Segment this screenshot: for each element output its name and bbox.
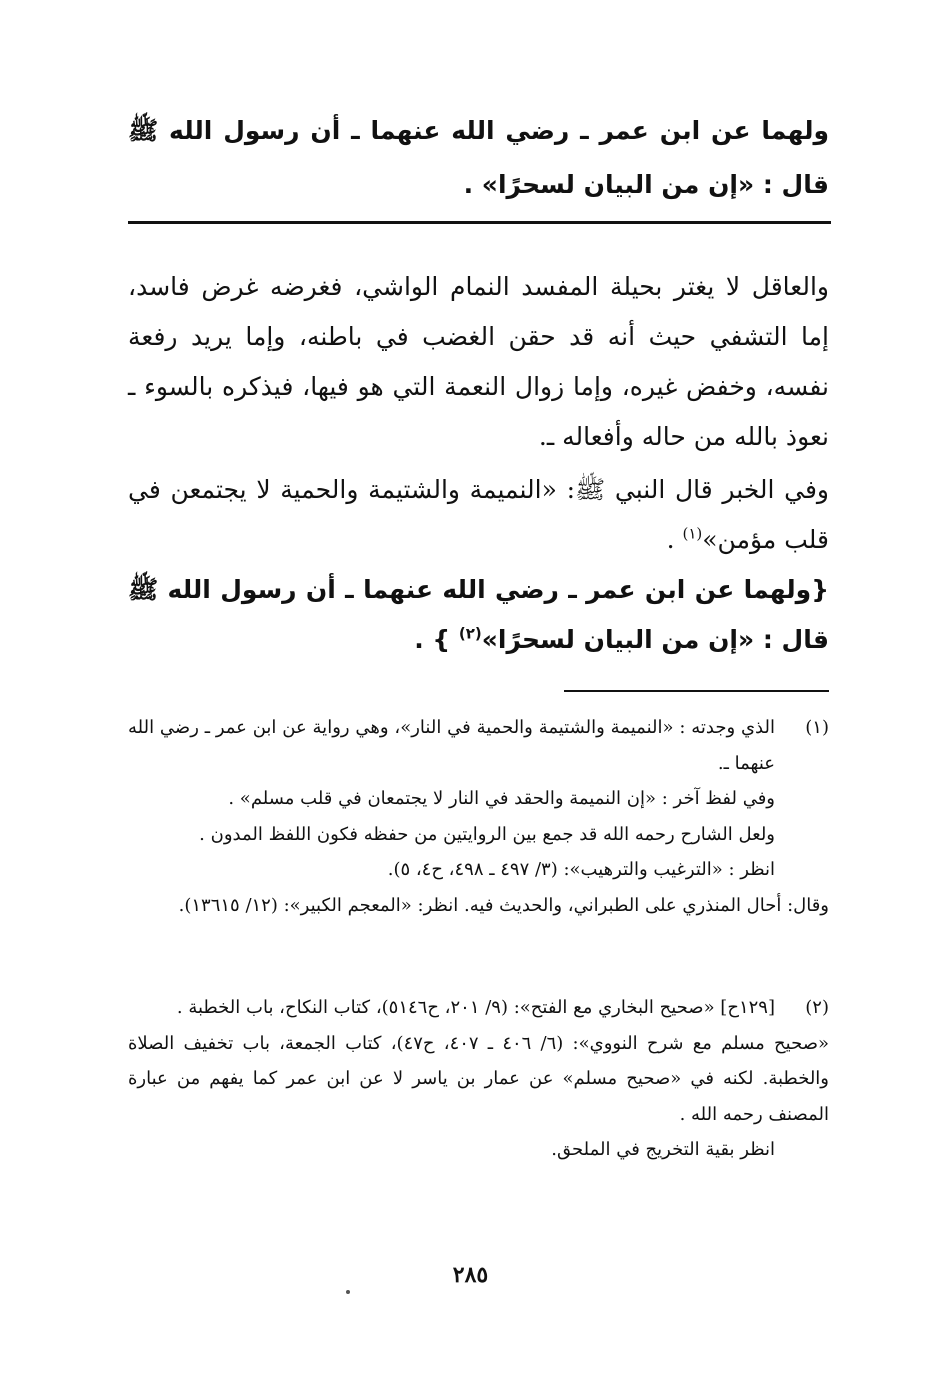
footnote-1-line: ولعل الشارح رحمه الله قد جمع بين الروايتين من حفظه فكون اللفظ المدون . [199,823,775,845]
paragraph-3-end: } . [414,625,459,654]
footnote-1-line: وقال: أحال المنذري على الطبراني، والحديث فيه. انظر: «المعجم الكبير»: (١٢/ ١٣٦١٥). [178,894,829,916]
footnote-1-number: (١) [805,717,829,738]
scan-speck [346,1290,350,1294]
footnote-2-row [128,1132,829,1168]
paragraph-2-text: وفي الخبر قال النبي ﷺ: «النميمة والشتيمة والحمية لا يجتمعن في قلب مؤمن» [128,475,829,554]
footnote-1-line: وفي لفظ آخر : «إن النميمة والحقد في النار لا يجتمعان في قلب مسلم» . [228,788,775,809]
paragraph-3-text: {ولهما عن ابن عمر ـ رضي الله عنهما ـ أن رسول الله ﷺ قال : «إن من البيان لسحرًا» [128,575,829,654]
footnote-2-line: انظر بقية التخريج في الملحق. [551,1139,775,1160]
footnote-1-row [128,710,829,888]
footnote-divider [564,690,829,692]
paragraph-2 [128,465,829,565]
footnote-2-number: (٢) [805,997,829,1018]
footnote-2 [128,990,829,1168]
footnote-2-line: «صحيح مسلم مع شرح النووي»: (٦/ ٤٠٦ ـ ٤٠٧، ح٤٧)، كتاب الجمعة، باب تخفيف الصلاة والخطبة. لكنه في «صحيح مسلم» عن عمار بن ياسر لا عن ابن عمر كما يفهم من عبارة المصنف رحمه الله . [128,1032,829,1125]
paragraph-2-end: . [666,525,683,554]
footnote-1-line: الذي وجدته : «النميمة والشتيمة والحمية في النار»، وهي رواية عن ابن عمر ـ رضي الله عنهما ـ. [128,717,775,774]
footnote-1 [128,710,829,923]
footnote-ref-1[interactable]: (١) [682,524,703,543]
page-number: ٢٨٥ [452,1262,489,1288]
page-heading: ولهما عن ابن عمر ـ رضي الله عنهما ـ أن رسول الله ﷺ قال : «إن من البيان لسحرًا» . [128,116,829,199]
footnote-ref-2[interactable]: (٢) [458,624,482,643]
heading-divider [128,221,831,224]
footnote-2-line: [١٢٩ح] «صحيح البخاري مع الفتح»: (٩/ ٢٠١، ح٥١٤٦)، كتاب النكاح، باب الخطبة . [176,997,775,1018]
footnote-1-line: انظر : «الترغيب والترهيب»: (٣/ ٤٩٧ ـ ٤٩٨، ح٤، ٥). [387,859,775,880]
paragraph-1: والعاقل لا يغتر بحيلة المفسد النمام الواشي، فغرضه غرض فاسد، إما التشفي حيث أنه قد حقن الغضب في باطنه، وإما يريد رفعة نفسه، وخفض غيره، وإما زوال النعمة التي هو فيها، فيذكره بالسوء ـ نعوذ بالله من حاله وأفعاله ـ. [128,272,829,451]
footnote-2-row [128,990,829,1026]
paragraph-3 [128,565,829,665]
